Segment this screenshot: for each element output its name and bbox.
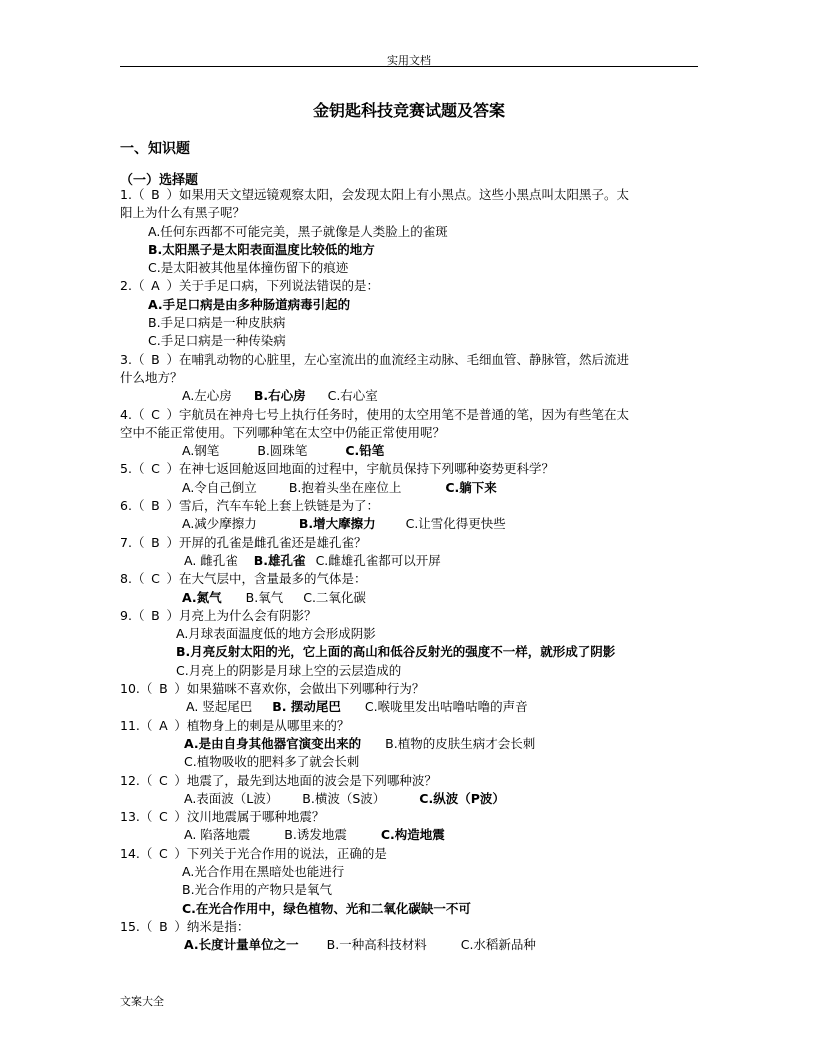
option-14a: A.光合作用在黑暗处也能进行 xyxy=(182,863,345,879)
options-11: A.是由自身其他器官演变出来的 B.植物的皮肤生病才会长刺 xyxy=(184,735,536,751)
options-7: A. 雌孔雀 B.雄孔雀 C.雌雄孔雀都可以开屏 xyxy=(184,552,441,568)
header-rule xyxy=(120,66,698,67)
answer-1: B xyxy=(151,187,160,202)
answer-7: B xyxy=(151,534,160,550)
page-header: 实用文档 xyxy=(387,54,431,67)
option-1c: C.是太阳被其他星体撞伤留下的痕迹 xyxy=(148,260,349,276)
answer-15: B xyxy=(159,918,168,934)
answer-6: B xyxy=(151,498,160,514)
answer-10: B xyxy=(159,681,168,697)
question-8: 8.（ C ）在大气层中，含量最多的气体是： xyxy=(120,570,700,588)
answer-2: A xyxy=(151,278,160,294)
question-10: 10.（ B ）如果猫咪不喜欢你，会做出下列哪种行为？ xyxy=(120,680,700,698)
question-1-cont: 阳上为什么有黑子呢？ xyxy=(120,205,246,221)
question-3-cont: 什么地方？ xyxy=(120,369,183,385)
option-11c: C.植物吸收的肥料多了就会长刺 xyxy=(184,754,360,770)
question-1: 1.（ B ）如果用天文望远镜观察太阳，会发现太阳上有小黑点。这些小黑点叫太阳黑子。太 xyxy=(120,186,700,204)
answer-8: C xyxy=(151,571,160,587)
option-14c: C.在光合作用中，绿色植物、光和二氧化碳缺一不可 xyxy=(182,900,471,916)
option-9b: B.月亮反射太阳的光，它上面的高山和低谷反射光的强度不一样，就形成了阴影 xyxy=(176,644,616,660)
options-8: A.氮气 B.氧气 C.二氧化碳 xyxy=(182,589,366,605)
question-11: 11.（ A ）植物身上的刺是从哪里来的？ xyxy=(120,717,700,735)
option-14b: B.光合作用的产物只是氧气 xyxy=(182,882,333,898)
option-9c: C.月亮上的阴影是月球上空的云层造成的 xyxy=(176,662,402,678)
question-6: 6.（ B ）雪后，汽车车轮上套上铁链是为了： xyxy=(120,497,700,515)
option-1a: A.任何东西都不可能完美，黑子就像是人类脸上的雀斑 xyxy=(148,223,448,239)
question-7: 7.（ B ）开屏的孔雀是雌孔雀还是雄孔雀？ xyxy=(120,534,700,552)
answer-12: C xyxy=(159,772,168,788)
question-4-cont: 空中不能正常使用。下列哪种笔在太空中仍能正常使用呢？ xyxy=(120,424,446,440)
options-10: A. 竖起尾巴 B. 摆动尾巴 C.喉咙里发出咕噜咕噜的声音 xyxy=(186,699,528,715)
options-4: A.钢笔 B.圆珠笔 C.铅笔 xyxy=(182,443,385,459)
options-6: A.减少摩擦力 B.增大摩擦力 C.让雪化得更快些 xyxy=(182,516,506,532)
question-2: 2.（ A ）关于手足口病，下列说法错误的是： xyxy=(120,277,700,295)
question-13: 13.（ C ）汶川地震属于哪种地震？ xyxy=(120,808,700,826)
answer-3: B xyxy=(151,351,160,367)
options-5: A.令自己倒立 B.抱着头坐在座位上 C.躺下来 xyxy=(182,479,497,495)
options-3: A.左心房 B.右心房 C.右心室 xyxy=(182,388,378,404)
question-3: 3.（ B ）在哺乳动物的心脏里，左心室流出的血流经主动脉、毛细血管、静脉管，然后流进 xyxy=(120,351,700,369)
options-12: A.表面波（L波） B.横波（S波） C.纵波（P波） xyxy=(184,790,505,806)
option-9a: A.月球表面温度低的地方会形成阴影 xyxy=(176,626,376,642)
section-heading: 一、知识题 xyxy=(120,141,190,157)
option-2a: A.手足口病是由多种肠道病毒引起的 xyxy=(148,296,351,312)
options-15: A.长度计量单位之一 B.一种高科技材料 C.水稻新品种 xyxy=(184,937,536,953)
question-15: 15.（ B ）纳米是指： xyxy=(120,918,700,936)
question-5: 5.（ C ）在神七返回舱返回地面的过程中，宇航员保持下列哪种姿势更科学？ xyxy=(120,460,700,478)
question-12: 12.（ C ）地震了，最先到达地面的波会是下列哪种波？ xyxy=(120,772,700,790)
answer-4: C xyxy=(151,406,160,422)
answer-14: C xyxy=(159,845,168,861)
option-1b: B.太阳黑子是太阳表面温度比较低的地方 xyxy=(148,241,375,257)
question-9: 9.（ B ）月亮上为什么会有阴影？ xyxy=(120,607,700,625)
answer-9: B xyxy=(151,607,160,623)
document-title: 金钥匙科技竞赛试题及答案 xyxy=(312,101,505,120)
question-list xyxy=(120,186,700,954)
options-13: A. 陷落地震 B.诱发地震 C.构造地震 xyxy=(184,827,445,843)
answer-5: C xyxy=(151,461,160,477)
question-14: 14.（ C ）下列关于光合作用的说法，正确的是 xyxy=(120,845,700,863)
question-4: 4.（ C ）宇航员在神舟七号上执行任务时，使用的太空用笔不是普通的笔，因为有些笔在太 xyxy=(120,406,700,424)
subsection-heading: （一）选择题 xyxy=(120,173,199,188)
option-2b: B.手足口病是一种皮肤病 xyxy=(148,315,286,331)
answer-11: A xyxy=(159,717,168,733)
answer-13: C xyxy=(159,809,168,825)
page-footer: 文案大全 xyxy=(120,995,164,1008)
option-2c: C.手足口病是一种传染病 xyxy=(148,333,286,349)
